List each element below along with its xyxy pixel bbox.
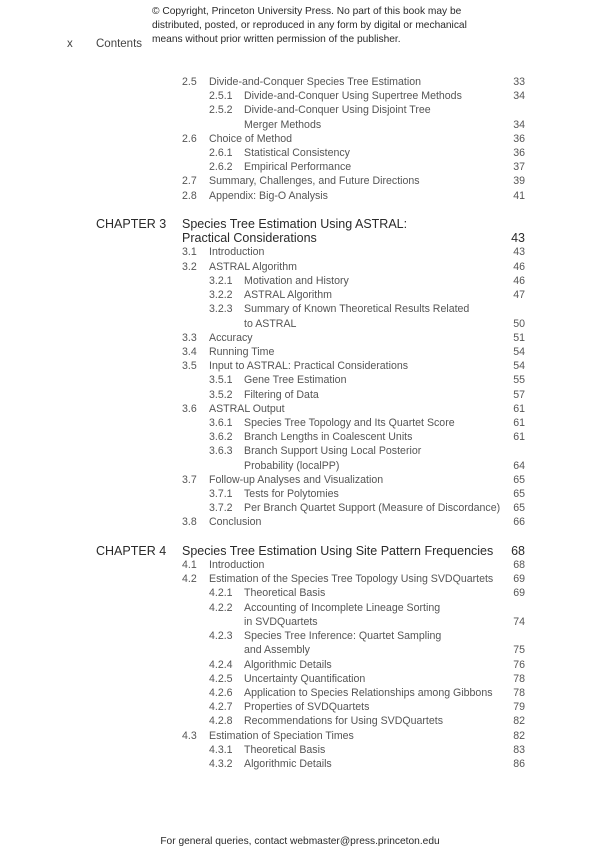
toc-entry[interactable]: [0, 558, 600, 572]
copyright-line-2: distributed, posted, or reproduced in any form by digital or mechanical: [152, 20, 467, 31]
toc-entry[interactable]: [0, 174, 600, 188]
toc-entry[interactable]: [0, 416, 600, 430]
section-title-cont: Merger Methods: [244, 119, 322, 131]
toc-entry[interactable]: [0, 572, 600, 586]
section-title-cont: and Assembly: [244, 644, 310, 656]
toc-entry[interactable]: [0, 359, 600, 373]
section-title: Branch Support Using Local Posterior: [244, 445, 422, 457]
page-ref: 69: [513, 587, 525, 599]
toc-entry[interactable]: [0, 714, 600, 728]
page-ref: 78: [513, 687, 525, 699]
toc-entry-continuation[interactable]: [0, 459, 600, 473]
section-title: ASTRAL Algorithm: [244, 289, 332, 301]
page-ref: 37: [513, 161, 525, 173]
section-number: 3.6.1: [209, 417, 233, 429]
section-title: Species Tree Topology and Its Quartet Score: [244, 417, 455, 429]
page-ref: 69: [513, 573, 525, 585]
section-title: Motivation and History: [244, 275, 349, 287]
page-ref: 74: [513, 616, 525, 628]
section-title: Tests for Polytomies: [244, 488, 339, 500]
section-number: 4.2.5: [209, 673, 233, 685]
toc-entry[interactable]: [0, 629, 600, 643]
toc-entry[interactable]: [0, 700, 600, 714]
toc-entry[interactable]: [0, 245, 600, 259]
section-title: Estimation of the Species Tree Topology Using SVDQuartets: [209, 573, 494, 585]
section-title: ASTRAL Algorithm: [209, 261, 297, 273]
section-number: 2.6.2: [209, 161, 233, 173]
toc-entry[interactable]: [0, 430, 600, 444]
page-ref: 68: [511, 544, 525, 558]
page-ref: 82: [513, 715, 525, 727]
page-ref: 61: [513, 417, 525, 429]
toc-entry[interactable]: [0, 501, 600, 515]
page-ref: 83: [513, 744, 525, 756]
section-title: Divide-and-Conquer Using Disjoint Tree: [244, 104, 431, 116]
page-ref: 33: [513, 76, 525, 88]
toc-entry[interactable]: [0, 302, 600, 316]
section-title: Algorithmic Details: [244, 758, 332, 770]
toc-entry[interactable]: [0, 473, 600, 487]
section-number: 4.2.1: [209, 587, 233, 599]
section-title: Properties of SVDQuartets: [244, 701, 370, 713]
page-ref: 61: [513, 431, 525, 443]
section-number: 4.2.6: [209, 687, 233, 699]
section-number: 3.2.2: [209, 289, 233, 301]
section-number: 3.6.2: [209, 431, 233, 443]
section-number: 3.6: [182, 403, 197, 415]
chapter-heading-continuation[interactable]: [0, 230, 600, 246]
page-ref: 64: [513, 460, 525, 472]
section-title: Estimation of Speciation Times: [209, 730, 354, 742]
toc-entry[interactable]: [0, 373, 600, 387]
section-number: 3.5.1: [209, 374, 233, 386]
page-ref: 46: [513, 275, 525, 287]
toc-entry[interactable]: [0, 757, 600, 771]
section-number: 4.1: [182, 559, 197, 571]
toc-entry[interactable]: [0, 288, 600, 302]
section-number: 4.2.8: [209, 715, 233, 727]
chapter-label: CHAPTER 4: [96, 544, 167, 558]
toc-entry[interactable]: [0, 672, 600, 686]
page-ref: 55: [513, 374, 525, 386]
section-number: 2.6: [182, 133, 197, 145]
section-number: 4.2.4: [209, 659, 233, 671]
toc-entry[interactable]: [0, 658, 600, 672]
page-ref: 41: [513, 190, 525, 202]
page-ref: 34: [513, 90, 525, 102]
toc-entry[interactable]: [0, 515, 600, 529]
section-title: Conclusion: [209, 516, 262, 528]
copyright-line-3: means without prior written permission of the publisher.: [152, 34, 401, 45]
section-number: 3.7.1: [209, 488, 233, 500]
section-title: Theoretical Basis: [244, 587, 326, 599]
page-ref: 76: [513, 659, 525, 671]
page-ref: 54: [513, 360, 525, 372]
footer-contact: For general queries, contact webmaster@press.princeton.edu: [160, 836, 440, 847]
section-number: 2.8: [182, 190, 197, 202]
section-title-cont: to ASTRAL: [244, 318, 297, 330]
section-number: 3.2.3: [209, 303, 233, 315]
section-number: 4.2.2: [209, 602, 233, 614]
section-number: 3.7: [182, 474, 197, 486]
toc-entry[interactable]: [0, 586, 600, 600]
page-ref: 79: [513, 701, 525, 713]
page-ref: 66: [513, 516, 525, 528]
toc-entry[interactable]: [0, 686, 600, 700]
page-ref: 78: [513, 673, 525, 685]
page-ref: 39: [513, 175, 525, 187]
section-number: 3.5: [182, 360, 197, 372]
section-number: 2.7: [182, 175, 197, 187]
page-ref: 65: [513, 488, 525, 500]
toc-entry[interactable]: [0, 189, 600, 203]
section-number: 4.3.1: [209, 744, 233, 756]
page-number: x: [67, 38, 73, 50]
section-title: Follow-up Analyses and Visualization: [209, 474, 384, 486]
section-title-cont: Probability (localPP): [244, 460, 340, 472]
section-title-cont: in SVDQuartets: [244, 616, 318, 628]
toc-entry-continuation[interactable]: [0, 643, 600, 657]
section-number: 3.1: [182, 246, 197, 258]
running-head-title: Contents: [96, 38, 143, 50]
toc-entry[interactable]: [0, 601, 600, 615]
section-title: Empirical Performance: [244, 161, 352, 173]
section-number: 2.5.1: [209, 90, 233, 102]
toc-entry[interactable]: [0, 402, 600, 416]
section-number: 3.2: [182, 261, 197, 273]
section-number: 4.2: [182, 573, 197, 585]
toc-entry[interactable]: [0, 146, 600, 160]
section-number: 3.2.1: [209, 275, 233, 287]
page-ref: 43: [513, 246, 525, 258]
section-number: 4.2.3: [209, 630, 233, 642]
copyright-line-1: © Copyright, Princeton University Press. No part of this book may be: [152, 6, 462, 17]
section-title: Summary of Known Theoretical Results Related: [244, 303, 470, 315]
toc-entry[interactable]: [0, 345, 600, 359]
section-number: 3.7.2: [209, 502, 233, 514]
toc-entry[interactable]: [0, 331, 600, 345]
page-ref: 46: [513, 261, 525, 273]
toc-entry-continuation[interactable]: [0, 118, 600, 132]
page-ref: 61: [513, 403, 525, 415]
section-number: 3.6.3: [209, 445, 233, 457]
chapter-title-cont: Practical Considerations: [182, 231, 317, 245]
section-number: 3.5.2: [209, 389, 233, 401]
section-title: Gene Tree Estimation: [244, 374, 347, 386]
section-title: Filtering of Data: [244, 389, 319, 401]
section-title: Divide-and-Conquer Species Tree Estimation: [209, 76, 421, 88]
section-title: Accuracy: [209, 332, 253, 344]
section-title: Per Branch Quartet Support (Measure of Discordance): [244, 502, 501, 514]
section-number: 2.6.1: [209, 147, 233, 159]
page-ref: 47: [513, 289, 525, 301]
section-number: 4.2.7: [209, 701, 233, 713]
section-number: 2.5.2: [209, 104, 233, 116]
section-number: 4.3: [182, 730, 197, 742]
section-title: Appendix: Big-O Analysis: [209, 190, 328, 202]
section-number: 3.8: [182, 516, 197, 528]
section-title: Running Time: [209, 346, 275, 358]
page-ref: 50: [513, 318, 525, 330]
page-ref: 34: [513, 119, 525, 131]
toc-entry[interactable]: [0, 160, 600, 174]
section-title: ASTRAL Output: [209, 403, 285, 415]
section-title: Input to ASTRAL: Practical Considerations: [209, 360, 409, 372]
chapter-title: Species Tree Estimation Using Site Pattern Frequencies: [182, 544, 494, 558]
section-title: Divide-and-Conquer Using Supertree Methods: [244, 90, 462, 102]
section-title: Branch Lengths in Coalescent Units: [244, 431, 413, 443]
page-ref: 43: [511, 231, 525, 245]
section-title: Summary, Challenges, and Future Directions: [209, 175, 420, 187]
toc-entry-continuation[interactable]: [0, 317, 600, 331]
page-ref: 36: [513, 147, 525, 159]
page-ref: 65: [513, 502, 525, 514]
page-ref: 82: [513, 730, 525, 742]
section-title: Uncertainty Quantification: [244, 673, 366, 685]
toc-entry[interactable]: [0, 89, 600, 103]
toc-entry-continuation[interactable]: [0, 615, 600, 629]
section-title: Choice of Method: [209, 133, 293, 145]
toc-entry[interactable]: [0, 743, 600, 757]
section-title: Accounting of Incomplete Lineage Sorting: [244, 602, 441, 614]
page-ref: 68: [513, 559, 525, 571]
toc-entry[interactable]: [0, 274, 600, 288]
section-title: Recommendations for Using SVDQuartets: [244, 715, 444, 727]
section-number: 2.5: [182, 76, 197, 88]
copyright-notice: [152, 5, 472, 47]
section-title: Theoretical Basis: [244, 744, 326, 756]
section-title: Introduction: [209, 246, 265, 258]
section-number: 3.4: [182, 346, 197, 358]
section-title: Algorithmic Details: [244, 659, 332, 671]
section-title: Application to Species Relationships among Gibbons: [244, 687, 493, 699]
section-number: 4.3.2: [209, 758, 233, 770]
page-ref: 57: [513, 389, 525, 401]
chapter-title: Species Tree Estimation Using ASTRAL:: [182, 217, 408, 231]
chapter-heading[interactable]: [0, 543, 600, 559]
toc-entry[interactable]: [0, 75, 600, 89]
page-ref: 65: [513, 474, 525, 486]
page-ref: 36: [513, 133, 525, 145]
toc-entry[interactable]: [0, 444, 600, 458]
section-title: Statistical Consistency: [244, 147, 350, 159]
toc-entry[interactable]: [0, 388, 600, 402]
page-ref: 86: [513, 758, 525, 770]
page-ref: 54: [513, 346, 525, 358]
toc-entry[interactable]: [0, 729, 600, 743]
section-title: Species Tree Inference: Quartet Sampling: [244, 630, 442, 642]
page-ref: 75: [513, 644, 525, 656]
toc-entry[interactable]: [0, 487, 600, 501]
section-number: 3.3: [182, 332, 197, 344]
section-title: Introduction: [209, 559, 265, 571]
page-ref: 51: [513, 332, 525, 344]
toc-entry[interactable]: [0, 103, 600, 117]
toc-entry[interactable]: [0, 260, 600, 274]
toc-entry[interactable]: [0, 132, 600, 146]
chapter-label: CHAPTER 3: [96, 217, 167, 231]
